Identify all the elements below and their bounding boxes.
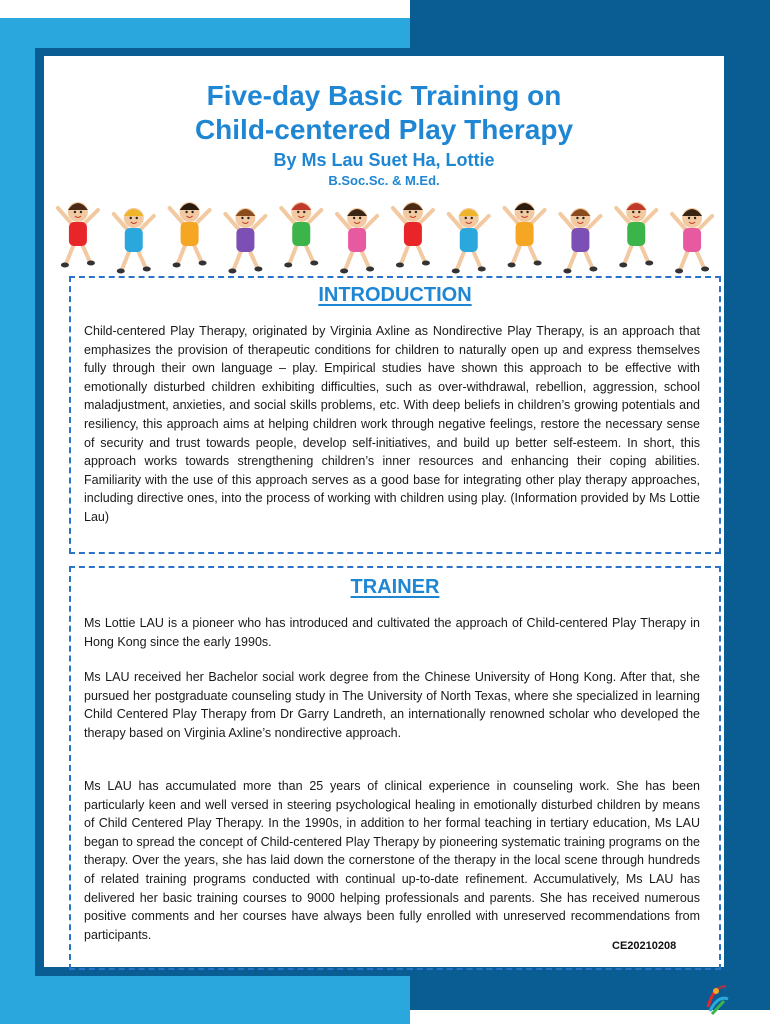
trainer-heading: TRAINER	[350, 576, 440, 598]
child-figure	[616, 202, 656, 268]
child-figure	[337, 208, 377, 274]
trainer-byline: By Ms Lau Suet Ha, Lottie	[273, 150, 495, 170]
logo-label: Social Work	[718, 986, 753, 992]
course-code: CE20210208	[612, 940, 677, 952]
dancing-children-illustration	[50, 198, 720, 274]
trainer-paragraph-3: Ms LAU has accumulated more than 25 years of clinical experience in counseling work. She has been particularly keen and well versed in steering psychological healing in emotionally disturbed children by means of Child Centered Play Therapy. In the 1990s, in addition to her formal teaching in tertiary education, Ms LAU began to spread the concept of Child-centered Play Therapy by pioneering systematic training programs on the therapy. Over the years, she has laid down the cornerstone of the therapy in the local scene through hundreds of related training programs conducted with continual up-to-date refinement. Accumulatively, Ms LAU has delivered her basic training courses to 9000 helping professionals and parents. She has received numerous positive comments and her courses have always been fully enrolled with unreserved recommendations from participants.	[84, 779, 700, 942]
child-figure	[281, 202, 321, 268]
trainer-paragraph-1: Ms Lottie LAU is a pioneer who has introduced and cultivated the approach of Child-centered Play Therapy in Hong Kong since the early 1990s.	[84, 616, 700, 649]
trainer-paragraph-2: Ms LAU received her Bachelor social work degree from the Chinese University of Hong Kong. After that, she pursued her postgraduate counseling study in The University of North Texas, where she specialized in learning Child Centered Play Therapy from Dr Garry Landreth, an internationally renowned scholar who developed the therapy based on Virginia Axline’s nondirective approach.	[84, 670, 700, 740]
introduction-heading: INTRODUCTION	[318, 284, 472, 306]
introduction-text: Child-centered Play Therapy, originated by Virginia Axline as Nondirective Play Therapy, is an approach that emphasizes the provision of therapeutic conditions for children to naturally open up and express themselves fully through their own language – play. Empirical studies have shown this approach to be effective with emotionally disturbed children exhibiting difficulties, such as over-withdrawal, rebellion, aggression, school maladjustment, anxieties, and social skills problems, etc. With deep beliefs in children’s growing potentials and resiliency, this approach aims at helping children work through negative feelings, restore the necessary sense of security and trust towards people, develop self-initiatives, and build up better self-esteem. In short, this approach works towards strengthening children’s inner resources and enhancing their coping abilities. Familiarity with the use of this approach serves as a good base for integrating other play therapy approaches, including directive ones, into the process of working with children using play. (Information provided by Ms Lottie Lau)	[84, 324, 700, 524]
child-figure	[505, 202, 545, 268]
child-figure	[672, 208, 712, 274]
trainer-degrees: B.Soc.Sc. & M.Ed.	[328, 173, 440, 188]
title-line-1: Five-day Basic Training on	[206, 80, 562, 111]
title-line-2: Child-centered Play Therapy	[194, 114, 574, 145]
child-figure	[58, 202, 98, 268]
social-work-logo-icon	[702, 977, 764, 1017]
child-figure	[170, 202, 210, 268]
child-figure	[449, 208, 489, 274]
child-figure	[393, 202, 433, 268]
child-figure	[225, 208, 265, 274]
child-figure	[114, 208, 154, 274]
child-figure	[560, 208, 600, 274]
